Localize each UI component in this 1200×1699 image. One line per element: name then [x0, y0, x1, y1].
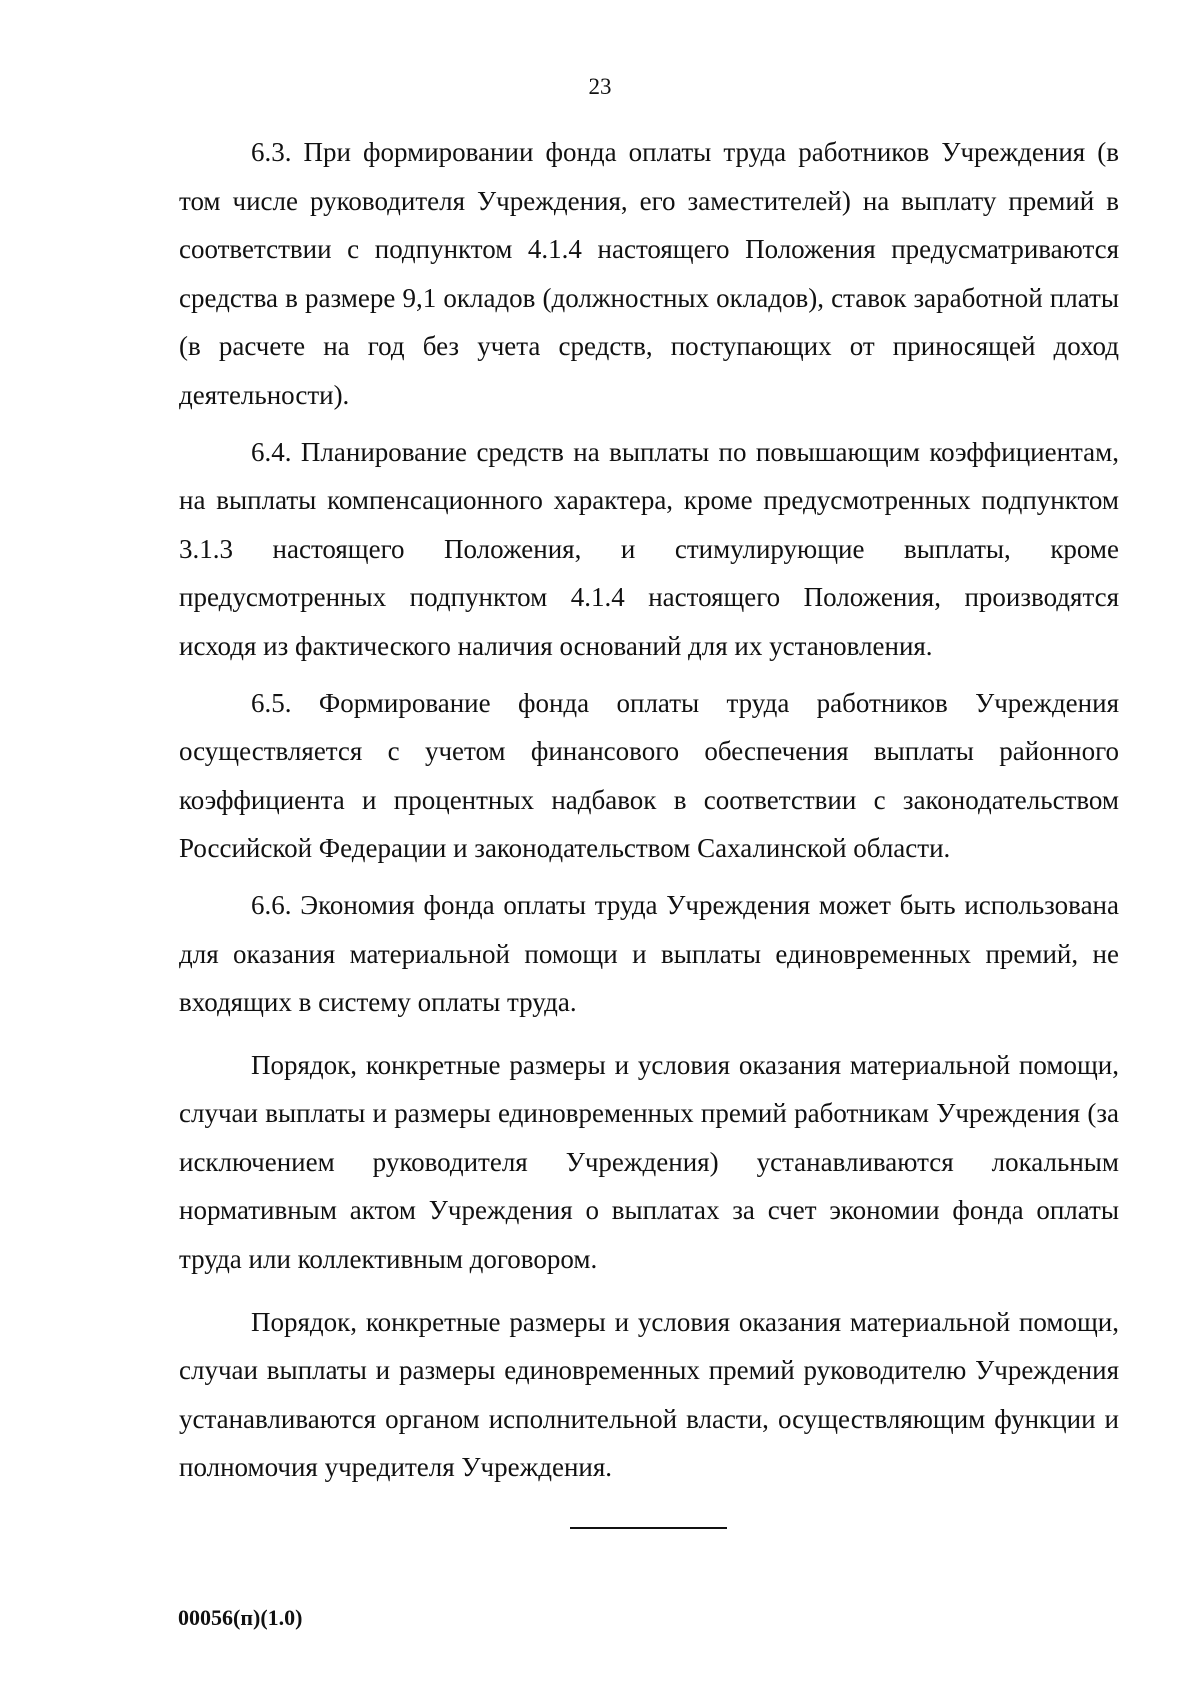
document-body: [179, 128, 1119, 1492]
paragraph-6-6: 6.6. Экономия фонда оплаты труда Учреждения может быть использована для оказания материальной помощи и выплаты единовременных премий, не входящих в систему оплаты труда.: [179, 889, 1119, 1018]
paragraph-order-head: Порядок, конкретные размеры и условия оказания материальной помощи, случаи выплаты и размеры единовременных премий руководителю Учреждения устанавливаются органом исполнительной власти, осуществляющим функции и полномочия учредителя Учреждения.: [179, 1306, 1119, 1483]
paragraph-6-5: 6.5. Формирование фонда оплаты труда работников Учреждения осуществляется с учетом финансового обеспечения выплаты районного коэффициента и процентных надбавок в соответствии с законодательством Российской Федерации и законодательством Сахалинской области.: [179, 687, 1119, 864]
paragraph-6-4: 6.4. Планирование средств на выплаты по повышающим коэффициентам, на выплаты компенсационного характера, кроме предусмотренных подпунктом 3.1.3 настоящего Положения, и стимулирующие выплаты, кроме предусмотренных подпунктом 4.1.4 настоящего Положения, производятся исходя из фактического наличия оснований для их установления.: [179, 436, 1119, 661]
paragraph-order-staff: Порядок, конкретные размеры и условия оказания материальной помощи, случаи выплаты и размеры единовременных премий работникам Учреждения (за исключением руководителя Учреждения) устанавливаются локальным нормативным актом Учреждения о выплатах за счет экономии фонда оплаты труда или коллективным договором.: [179, 1049, 1119, 1275]
paragraph-6-3: 6.3. При формировании фонда оплаты труда работников Учреждения (в том числе руководителя Учреждения, его заместителей) на выплату премий в соответствии с подпунктом 4.1.4 настоящего Положения предусматриваются средства в размере 9,1 окладов (должностных окладов), ставок заработной платы (в расчете на год без учета средств, поступающих от приносящей доход деятельности).: [179, 137, 1119, 410]
document-code: 00056(п)(1.0): [178, 1605, 303, 1630]
page-number: 23: [588, 74, 612, 99]
end-divider: [570, 1527, 727, 1529]
